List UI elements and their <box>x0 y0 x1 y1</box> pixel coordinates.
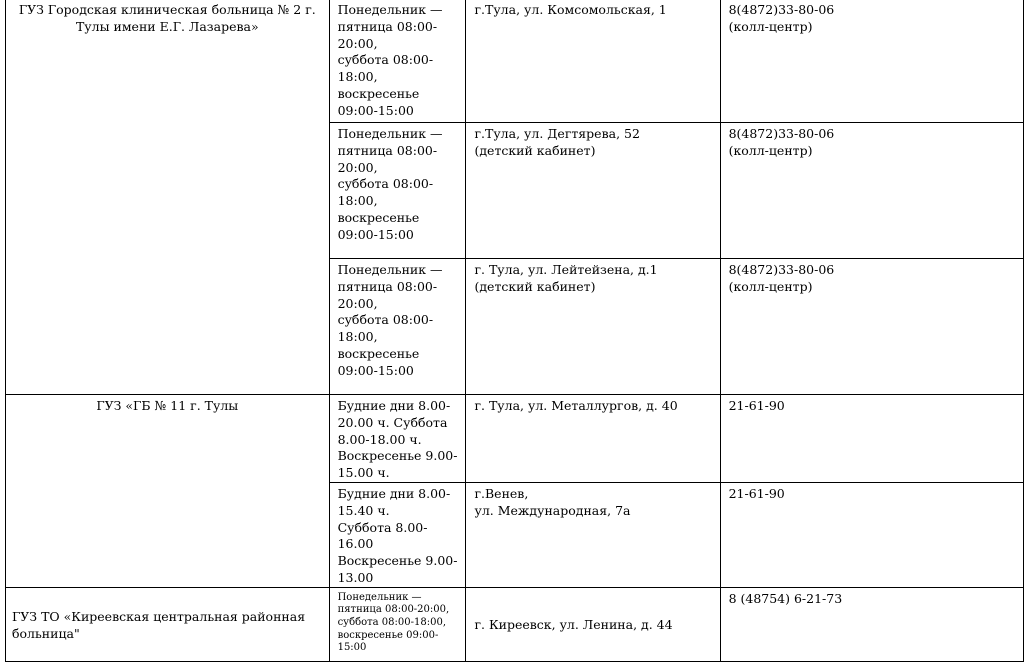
hours-line: 13.00 <box>337 569 374 585</box>
hours-line: Суббота 8.00- <box>337 519 428 535</box>
phone-note: (колл-центр) <box>728 18 813 34</box>
address-note: (детский кабинет) <box>474 142 596 158</box>
hours-line: 18:00, <box>337 329 378 345</box>
address-cell <box>466 395 720 483</box>
hours-line: пятница 08:00- <box>337 142 438 158</box>
hours-line: Воскресенье 9.00- <box>337 553 458 569</box>
hours-line: суббота 08:00-18:00, <box>337 616 446 628</box>
address-line: г.Тула, ул. Комсомольская, 1 <box>474 2 667 17</box>
phone-cell <box>720 123 1023 259</box>
hours-line: 16.00 <box>337 536 374 552</box>
phone-number: 21-61-90 <box>728 485 785 501</box>
table-row <box>6 587 1024 661</box>
hours-line: 20.00 ч. Суббота <box>337 414 448 430</box>
phone-note: (колл-центр) <box>728 278 813 294</box>
org-name-cell <box>6 395 330 588</box>
address-line: г. Киреевск, ул. Ленина, д. 44 <box>474 617 673 633</box>
phone-note: (колл-центр) <box>728 142 813 158</box>
phone-cell <box>720 587 1023 661</box>
org-name: ГУЗ Городская клиническая больница № 2 г. Тулы имени Е.Г. Лазарева» <box>18 2 316 34</box>
hours-line: 09:00-15:00 <box>337 362 414 378</box>
address-cell <box>466 259 720 395</box>
hours-line: 18:00, <box>337 193 378 209</box>
hours-cell <box>329 587 466 661</box>
phone-number: 8(4872)33-80-06 <box>728 262 835 277</box>
hours-cell <box>329 482 466 587</box>
hours-line: пятница 08:00- <box>337 18 438 34</box>
hours-line: воскресенье 09:00- <box>337 629 439 641</box>
hours-line: суббота 08:00- <box>337 312 434 328</box>
phone-number: 8(4872)33-80-06 <box>728 2 835 17</box>
phone-number: 8(4872)33-80-06 <box>728 126 835 141</box>
org-name: больница" <box>12 625 80 641</box>
hours-line: 15:00 <box>337 642 367 654</box>
address-line: г.Венев, <box>474 485 529 501</box>
hours-line: Будние дни 8.00- <box>337 398 451 413</box>
table-row <box>6 395 1024 483</box>
hours-line: 20:00, <box>337 159 378 175</box>
phone-number: 21-61-90 <box>728 398 785 413</box>
hours-line: 20:00, <box>337 35 378 51</box>
hours-line: 18:00, <box>337 69 378 85</box>
org-name: ГУЗ ТО «Киреевская центральная районная <box>12 608 306 624</box>
hours-line: суббота 08:00- <box>337 52 434 68</box>
org-name-cell <box>6 587 330 661</box>
phone-number: 8 (48754) 6-21-73 <box>728 590 843 606</box>
hours-line: пятница 08:00-20:00, <box>337 604 450 616</box>
hours-cell <box>329 0 466 123</box>
address-line: г. Тула, ул. Лейтейзена, д.1 <box>474 262 658 277</box>
address-note: (детский кабинет) <box>474 278 596 294</box>
hours-line: воскресенье <box>337 209 420 225</box>
hospitals-table <box>5 0 1024 662</box>
hours-line: суббота 08:00- <box>337 176 434 192</box>
hours-line: пятница 08:00- <box>337 278 438 294</box>
address-cell <box>466 587 720 661</box>
org-name: ГУЗ «ГБ № 11 г. Тулы <box>96 398 239 413</box>
phone-cell <box>720 482 1023 587</box>
hours-cell <box>329 259 466 395</box>
hours-line: 20:00, <box>337 295 378 311</box>
address-line: г.Тула, ул. Дегтярева, 52 <box>474 126 640 141</box>
address-cell <box>466 123 720 259</box>
hours-line: Понедельник — <box>337 262 443 277</box>
hours-line: Понедельник — <box>337 126 443 141</box>
address-cell <box>466 482 720 587</box>
hours-line: 8.00-18.00 ч. <box>337 431 422 447</box>
hours-cell <box>329 395 466 483</box>
address-cell <box>466 0 720 123</box>
hours-line: воскресенье <box>337 85 420 101</box>
hours-line: Воскресенье 9.00- <box>337 448 458 464</box>
org-name-cell <box>6 0 330 395</box>
table-row <box>6 0 1024 123</box>
hours-line: Понедельник — <box>337 2 443 17</box>
hours-line: Понедельник — <box>337 591 422 603</box>
hours-line: 15.40 ч. <box>337 502 390 518</box>
phone-cell <box>720 259 1023 395</box>
hours-line: Будние дни 8.00- <box>337 485 451 501</box>
address-line: ул. Международная, 7а <box>474 502 631 518</box>
address-line: г. Тула, ул. Металлургов, д. 40 <box>474 398 678 413</box>
hours-line: 09:00-15:00 <box>337 226 414 242</box>
phone-cell <box>720 0 1023 123</box>
hours-line: воскресенье <box>337 345 420 361</box>
hours-cell <box>329 123 466 259</box>
hours-line: 09:00-15:00 <box>337 102 414 118</box>
phone-cell <box>720 395 1023 483</box>
hours-line: 15.00 ч. <box>337 465 390 481</box>
